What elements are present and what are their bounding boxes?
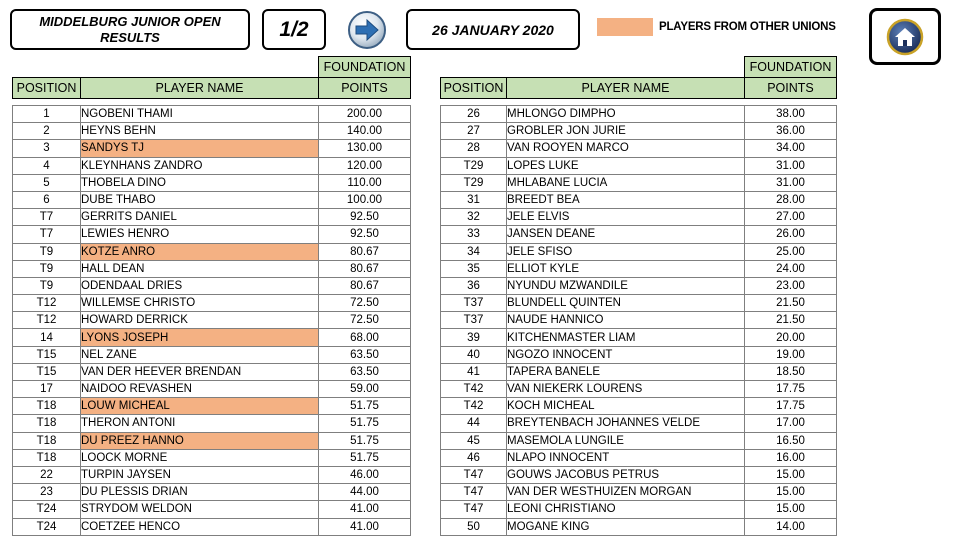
position-cell: T18 [13,449,81,466]
position-cell: 17 [13,381,81,398]
points-cell: 21.50 [745,312,837,329]
points-cell: 92.50 [319,226,411,243]
points-cell: 200.00 [319,106,411,123]
position-cell: 28 [441,140,507,157]
points-header-line1: FOUNDATION [745,57,837,78]
player-name-cell: VAN DER WESTHUIZEN MORGAN [507,484,745,501]
position-header: POSITION [441,78,507,99]
table-row [13,381,411,398]
position-cell: T24 [13,518,81,535]
position-cell: 32 [441,209,507,226]
position-cell: T47 [441,501,507,518]
page-indicator [262,9,326,50]
table-row [441,312,837,329]
position-cell: 31 [441,191,507,208]
points-cell: 31.00 [745,174,837,191]
table-row [441,226,837,243]
table-row [13,174,411,191]
player-name-cell: MHLABANE LUCIA [507,174,745,191]
position-cell: T47 [441,484,507,501]
player-name-cell: MASEMOLA LUNGILE [507,432,745,449]
player-name-cell: VAN NIEKERK LOURENS [507,381,745,398]
table-row [441,346,837,363]
points-cell: 63.50 [319,363,411,380]
position-cell: T9 [13,277,81,294]
points-cell: 25.00 [745,243,837,260]
player-name-cell: DU PREEZ HANNO [81,432,319,449]
position-cell: T7 [13,226,81,243]
table-row [13,226,411,243]
player-name-cell: LOPES LUKE [507,157,745,174]
player-name-cell: NAIDOO REVASHEN [81,381,319,398]
points-header-line1: FOUNDATION [319,57,411,78]
points-cell: 24.00 [745,260,837,277]
next-arrow-icon[interactable] [347,10,387,50]
position-cell: 45 [441,432,507,449]
position-cell: 26 [441,106,507,123]
points-cell: 17.75 [745,381,837,398]
points-cell: 41.00 [319,518,411,535]
position-cell: T37 [441,295,507,312]
points-cell: 92.50 [319,209,411,226]
legend-swatch [597,18,653,36]
player-name-cell: GOUWS JACOBUS PETRUS [507,466,745,483]
player-name-cell: TAPERA BANELE [507,363,745,380]
table-row [441,260,837,277]
table-row [13,106,411,123]
player-name-header: PLAYER NAME [507,78,745,99]
position-cell: 46 [441,449,507,466]
points-cell: 46.00 [319,466,411,483]
player-name-cell: LOUW MICHEAL [81,398,319,415]
position-cell: 14 [13,329,81,346]
player-name-cell: LEONI CHRISTIANO [507,501,745,518]
table-row [441,415,837,432]
table-row [13,466,411,483]
player-name-cell: DU PLESSIS DRIAN [81,484,319,501]
position-cell: 2 [13,123,81,140]
table-row [13,398,411,415]
position-cell: 27 [441,123,507,140]
position-cell: T18 [13,415,81,432]
event-title-text: MIDDELBURG JUNIOR OPEN RESULTS [39,13,221,45]
position-cell: T42 [441,381,507,398]
points-cell: 21.50 [745,295,837,312]
points-cell: 17.75 [745,398,837,415]
table-row [441,277,837,294]
player-name-cell: LYONS JOSEPH [81,329,319,346]
results-table-left [12,56,411,536]
table-row [13,312,411,329]
points-cell: 51.75 [319,449,411,466]
player-name-cell: BREEDT BEA [507,191,745,208]
points-cell: 140.00 [319,123,411,140]
player-name-cell: VAN ROOYEN MARCO [507,140,745,157]
position-cell: 36 [441,277,507,294]
points-cell: 72.50 [319,295,411,312]
player-name-cell: BREYTENBACH JOHANNES VELDE [507,415,745,432]
table-row [441,191,837,208]
player-name-cell: DUBE THABO [81,191,319,208]
table-row [441,243,837,260]
player-name-cell: VAN DER HEEVER BRENDAN [81,363,319,380]
table-row [441,106,837,123]
points-cell: 20.00 [745,329,837,346]
position-cell: T47 [441,466,507,483]
position-cell: T29 [441,157,507,174]
points-cell: 68.00 [319,329,411,346]
player-name-cell: SANDYS TJ [81,140,319,157]
position-cell: T15 [13,346,81,363]
player-name-cell: GERRITS DANIEL [81,209,319,226]
position-cell: 23 [13,484,81,501]
position-cell: 34 [441,243,507,260]
position-cell: 4 [13,157,81,174]
home-button[interactable] [869,8,941,65]
position-cell: 44 [441,415,507,432]
table-row [441,432,837,449]
home-icon [886,18,924,56]
points-cell: 63.50 [319,346,411,363]
table-row [13,363,411,380]
table-row [441,484,837,501]
player-name-cell: COETZEE HENCO [81,518,319,535]
player-name-cell: KITCHENMASTER LIAM [507,329,745,346]
player-name-cell: HEYNS BEHN [81,123,319,140]
player-name-cell: JELE ELVIS [507,209,745,226]
table-row [441,466,837,483]
points-cell: 110.00 [319,174,411,191]
table-row [13,329,411,346]
table-row [441,329,837,346]
position-cell: 39 [441,329,507,346]
points-cell: 41.00 [319,501,411,518]
position-cell: T7 [13,209,81,226]
table-row [441,123,837,140]
points-cell: 18.50 [745,363,837,380]
points-cell: 15.00 [745,466,837,483]
points-cell: 72.50 [319,312,411,329]
table-row [13,346,411,363]
points-cell: 80.67 [319,243,411,260]
player-name-cell: KOCH MICHEAL [507,398,745,415]
points-cell: 51.75 [319,398,411,415]
points-cell: 28.00 [745,191,837,208]
points-header-line2: POINTS [319,78,411,99]
player-name-header: PLAYER NAME [81,78,319,99]
table-row [13,123,411,140]
player-name-cell: JELE SFISO [507,243,745,260]
points-cell: 16.00 [745,449,837,466]
table-row [13,295,411,312]
event-title [10,9,250,50]
table-row [13,277,411,294]
player-name-cell: STRYDOM WELDON [81,501,319,518]
table-row [13,140,411,157]
player-name-cell: NLAPO INNOCENT [507,449,745,466]
position-cell: 22 [13,466,81,483]
points-cell: 44.00 [319,484,411,501]
position-cell: 3 [13,140,81,157]
points-cell: 120.00 [319,157,411,174]
table-row [13,415,411,432]
table-row [13,484,411,501]
position-cell: 33 [441,226,507,243]
player-name-cell: GROBLER JON JURIE [507,123,745,140]
points-cell: 14.00 [745,518,837,535]
table-row [441,363,837,380]
legend-label: PLAYERS FROM OTHER UNIONS [659,21,836,33]
position-cell: T42 [441,398,507,415]
position-cell: T37 [441,312,507,329]
points-cell: 16.50 [745,432,837,449]
table-row [441,157,837,174]
position-cell: 5 [13,174,81,191]
player-name-cell: TURPIN JAYSEN [81,466,319,483]
points-cell: 130.00 [319,140,411,157]
player-name-cell: NAUDE HANNICO [507,312,745,329]
player-name-cell: THOBELA DINO [81,174,319,191]
player-name-cell: JANSEN DEANE [507,226,745,243]
points-cell: 19.00 [745,346,837,363]
points-cell: 34.00 [745,140,837,157]
position-header: POSITION [13,78,81,99]
points-cell: 51.75 [319,415,411,432]
player-name-cell: LOOCK MORNE [81,449,319,466]
position-cell: 35 [441,260,507,277]
points-cell: 100.00 [319,191,411,208]
table-row [13,432,411,449]
player-name-cell: NGOBENI THAMI [81,106,319,123]
position-cell: T18 [13,432,81,449]
position-cell: T9 [13,260,81,277]
table-row [441,398,837,415]
table-row [13,157,411,174]
table-row [441,295,837,312]
player-name-cell: KOTZE ANRO [81,243,319,260]
table-row [441,174,837,191]
table-row [13,243,411,260]
points-cell: 15.00 [745,484,837,501]
points-cell: 27.00 [745,209,837,226]
points-cell: 51.75 [319,432,411,449]
table-row [13,209,411,226]
player-name-cell: KLEYNHANS ZANDRO [81,157,319,174]
event-date [406,9,580,50]
table-row [441,449,837,466]
player-name-cell: NYUNDU MZWANDILE [507,277,745,294]
table-row [441,209,837,226]
points-cell: 31.00 [745,157,837,174]
player-name-cell: ELLIOT KYLE [507,260,745,277]
points-cell: 36.00 [745,123,837,140]
position-cell: T9 [13,243,81,260]
table-row [441,518,837,535]
position-cell: T24 [13,501,81,518]
position-cell: 40 [441,346,507,363]
position-cell: 6 [13,191,81,208]
player-name-cell: MHLONGO DIMPHO [507,106,745,123]
results-table-right [440,56,837,536]
table-row [13,191,411,208]
table-row [13,518,411,535]
player-name-cell: LEWIES HENRO [81,226,319,243]
table-row [441,381,837,398]
player-name-cell: HOWARD DERRICK [81,312,319,329]
points-cell: 38.00 [745,106,837,123]
points-header-line2: POINTS [745,78,837,99]
position-cell: 50 [441,518,507,535]
points-cell: 26.00 [745,226,837,243]
position-cell: T29 [441,174,507,191]
player-name-cell: BLUNDELL QUINTEN [507,295,745,312]
table-row [441,140,837,157]
player-name-cell: HALL DEAN [81,260,319,277]
points-cell: 80.67 [319,277,411,294]
player-name-cell: WILLEMSE CHRISTO [81,295,319,312]
position-cell: 1 [13,106,81,123]
page-indicator-text: 1/2 [279,17,309,41]
position-cell: T12 [13,295,81,312]
table-row [13,260,411,277]
player-name-cell: THERON ANTONI [81,415,319,432]
position-cell: 41 [441,363,507,380]
table-row [13,449,411,466]
points-cell: 23.00 [745,277,837,294]
player-name-cell: NEL ZANE [81,346,319,363]
table-row [13,501,411,518]
player-name-cell: ODENDAAL DRIES [81,277,319,294]
player-name-cell: NGOZO INNOCENT [507,346,745,363]
event-date-text: 26 JANUARY 2020 [432,21,554,38]
points-cell: 15.00 [745,501,837,518]
position-cell: T15 [13,363,81,380]
points-cell: 59.00 [319,381,411,398]
points-cell: 17.00 [745,415,837,432]
player-name-cell: MOGANE KING [507,518,745,535]
position-cell: T12 [13,312,81,329]
table-row [441,501,837,518]
position-cell: T18 [13,398,81,415]
points-cell: 80.67 [319,260,411,277]
